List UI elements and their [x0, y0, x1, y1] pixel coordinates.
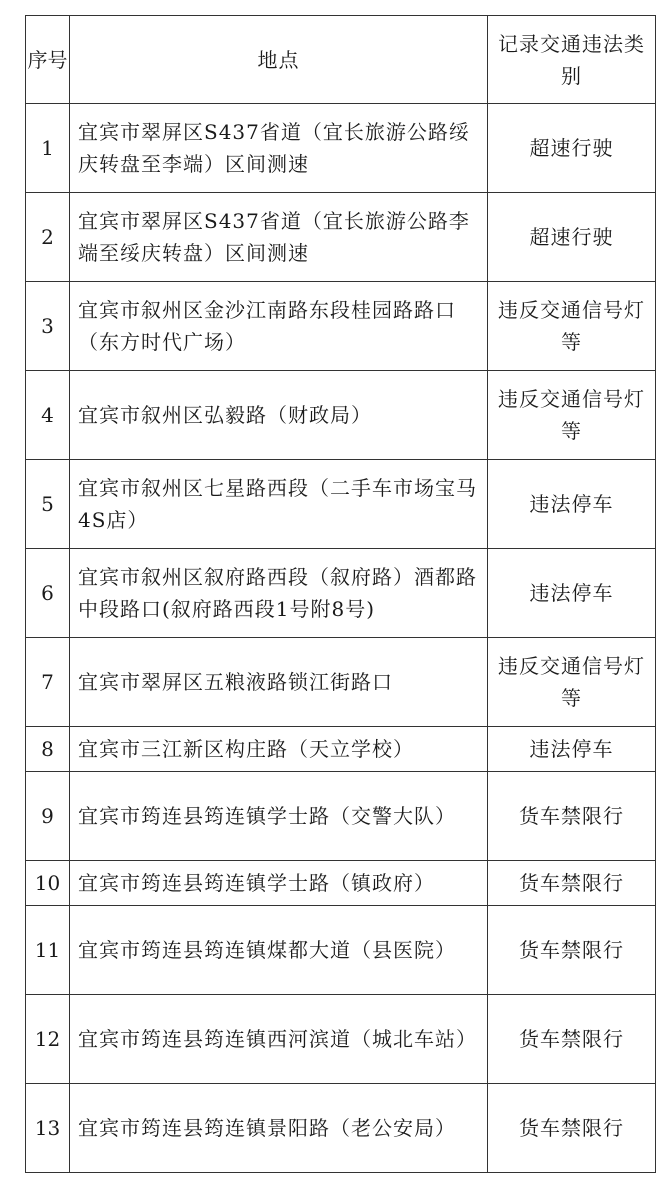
row-number: 5: [26, 460, 70, 549]
row-violation-type: 超速行驶: [488, 193, 656, 282]
header-location: 地点: [70, 16, 488, 104]
table-row: [26, 371, 656, 460]
row-violation-type: 违反交通信号灯等: [488, 638, 656, 727]
row-number: 7: [26, 638, 70, 727]
row-violation-type: 货车禁限行: [488, 772, 656, 861]
table-row: [26, 772, 656, 861]
table-row: [26, 104, 656, 193]
row-violation-type: 货车禁限行: [488, 1084, 656, 1173]
row-location: 宜宾市翠屏区S437省道（宜长旅游公路绥庆转盘至李端）区间测速: [70, 104, 488, 193]
table-header-row: [26, 16, 656, 104]
row-location: 宜宾市筠连县筠连镇学士路（镇政府）: [70, 861, 488, 906]
row-number: 1: [26, 104, 70, 193]
violation-locations-table: [25, 15, 656, 1173]
row-number: 3: [26, 282, 70, 371]
table-row: [26, 282, 656, 371]
row-violation-type: 违反交通信号灯等: [488, 371, 656, 460]
row-location: 宜宾市筠连县筠连镇学士路（交警大队）: [70, 772, 488, 861]
row-number: 4: [26, 371, 70, 460]
row-location: 宜宾市筠连县筠连镇景阳路（老公安局）: [70, 1084, 488, 1173]
row-number: 13: [26, 1084, 70, 1173]
row-location: 宜宾市翠屏区S437省道（宜长旅游公路李端至绥庆转盘）区间测速: [70, 193, 488, 282]
row-violation-type: 违法停车: [488, 460, 656, 549]
row-number: 8: [26, 727, 70, 772]
table-row: [26, 906, 656, 995]
row-violation-type: 违法停车: [488, 727, 656, 772]
row-number: 11: [26, 906, 70, 995]
row-location: 宜宾市三江新区构庄路（天立学校）: [70, 727, 488, 772]
row-number: 10: [26, 861, 70, 906]
row-violation-type: 违法停车: [488, 549, 656, 638]
table-row: [26, 1084, 656, 1173]
row-location: 宜宾市叙州区七星路西段（二手车市场宝马4S店）: [70, 460, 488, 549]
row-number: 2: [26, 193, 70, 282]
table-row: [26, 861, 656, 906]
row-location: 宜宾市叙州区叙府路西段（叙府路）酒都路中段路口(叙府路西段1号附8号): [70, 549, 488, 638]
row-location: 宜宾市筠连县筠连镇煤都大道（县医院）: [70, 906, 488, 995]
table-row: [26, 995, 656, 1084]
row-violation-type: 违反交通信号灯等: [488, 282, 656, 371]
table-row: [26, 460, 656, 549]
header-violation-type: 记录交通违法类别: [488, 16, 656, 104]
row-number: 12: [26, 995, 70, 1084]
row-location: 宜宾市筠连县筠连镇西河滨道（城北车站）: [70, 995, 488, 1084]
row-number: 9: [26, 772, 70, 861]
row-violation-type: 货车禁限行: [488, 995, 656, 1084]
row-location: 宜宾市翠屏区五粮液路锁江街路口: [70, 638, 488, 727]
row-violation-type: 超速行驶: [488, 104, 656, 193]
row-violation-type: 货车禁限行: [488, 906, 656, 995]
row-location: 宜宾市叙州区金沙江南路东段桂园路路口（东方时代广场）: [70, 282, 488, 371]
table-row: [26, 638, 656, 727]
row-violation-type: 货车禁限行: [488, 861, 656, 906]
row-number: 6: [26, 549, 70, 638]
table-row: [26, 193, 656, 282]
table-row: [26, 549, 656, 638]
header-number: 序号: [26, 16, 70, 104]
table-row: [26, 727, 656, 772]
row-location: 宜宾市叙州区弘毅路（财政局）: [70, 371, 488, 460]
